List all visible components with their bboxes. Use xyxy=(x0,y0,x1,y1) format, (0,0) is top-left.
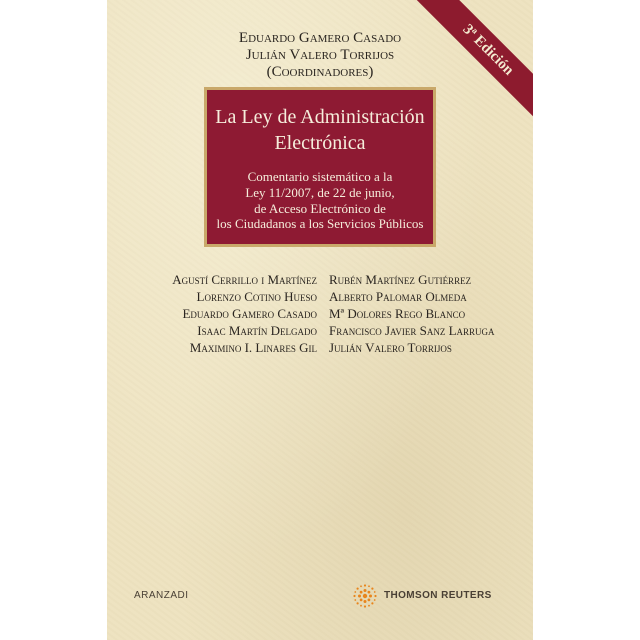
subtitle-line-2: Ley 11/2007, de 22 de junio, xyxy=(245,185,395,200)
coordinators-role: (Coordinadores) xyxy=(266,64,374,80)
book-title-line-1: La Ley de Administración xyxy=(215,106,425,128)
subtitle-line-1: Comentario sistemático a la xyxy=(247,169,393,184)
thomson-reuters-logo-icon xyxy=(350,581,380,611)
edition-label: 3ª Edición xyxy=(414,0,533,124)
book-cover xyxy=(107,0,533,640)
publisher-thomson-reuters: THOMSON REUTERS xyxy=(384,590,492,601)
author-name: Isaac Martín Delgado xyxy=(197,323,317,338)
publisher-aranzadi: ARANZADI xyxy=(134,590,189,601)
author-name: Maximino I. Linares Gil xyxy=(189,340,317,355)
title-box xyxy=(204,87,436,247)
authors-list-right xyxy=(329,271,495,356)
authors-list-left xyxy=(172,271,317,356)
book-title-line-2: Electrónica xyxy=(274,132,366,154)
author-name: Alberto Palomar Olmeda xyxy=(329,289,467,304)
author-name: Rubén Martínez Gutiérrez xyxy=(329,272,472,287)
coordinator-name-2: Julián Valero Torrijos xyxy=(245,47,395,63)
author-name: Lorenzo Cotino Hueso xyxy=(196,289,317,304)
author-name: Mª Dolores Rego Blanco xyxy=(329,306,466,321)
author-name: Francisco Javier Sanz Larruga xyxy=(329,323,495,338)
author-name: Agustí Cerrillo i Martínez xyxy=(172,272,317,287)
author-name: Julián Valero Torrijos xyxy=(329,340,452,355)
subtitle-line-3: de Acceso Electrónico de xyxy=(254,201,386,216)
coordinator-name-1: Eduardo Gamero Casado xyxy=(238,30,402,46)
subtitle-line-4: los Ciudadanos a los Servicios Públicos xyxy=(216,216,424,231)
author-name: Eduardo Gamero Casado xyxy=(182,306,317,321)
